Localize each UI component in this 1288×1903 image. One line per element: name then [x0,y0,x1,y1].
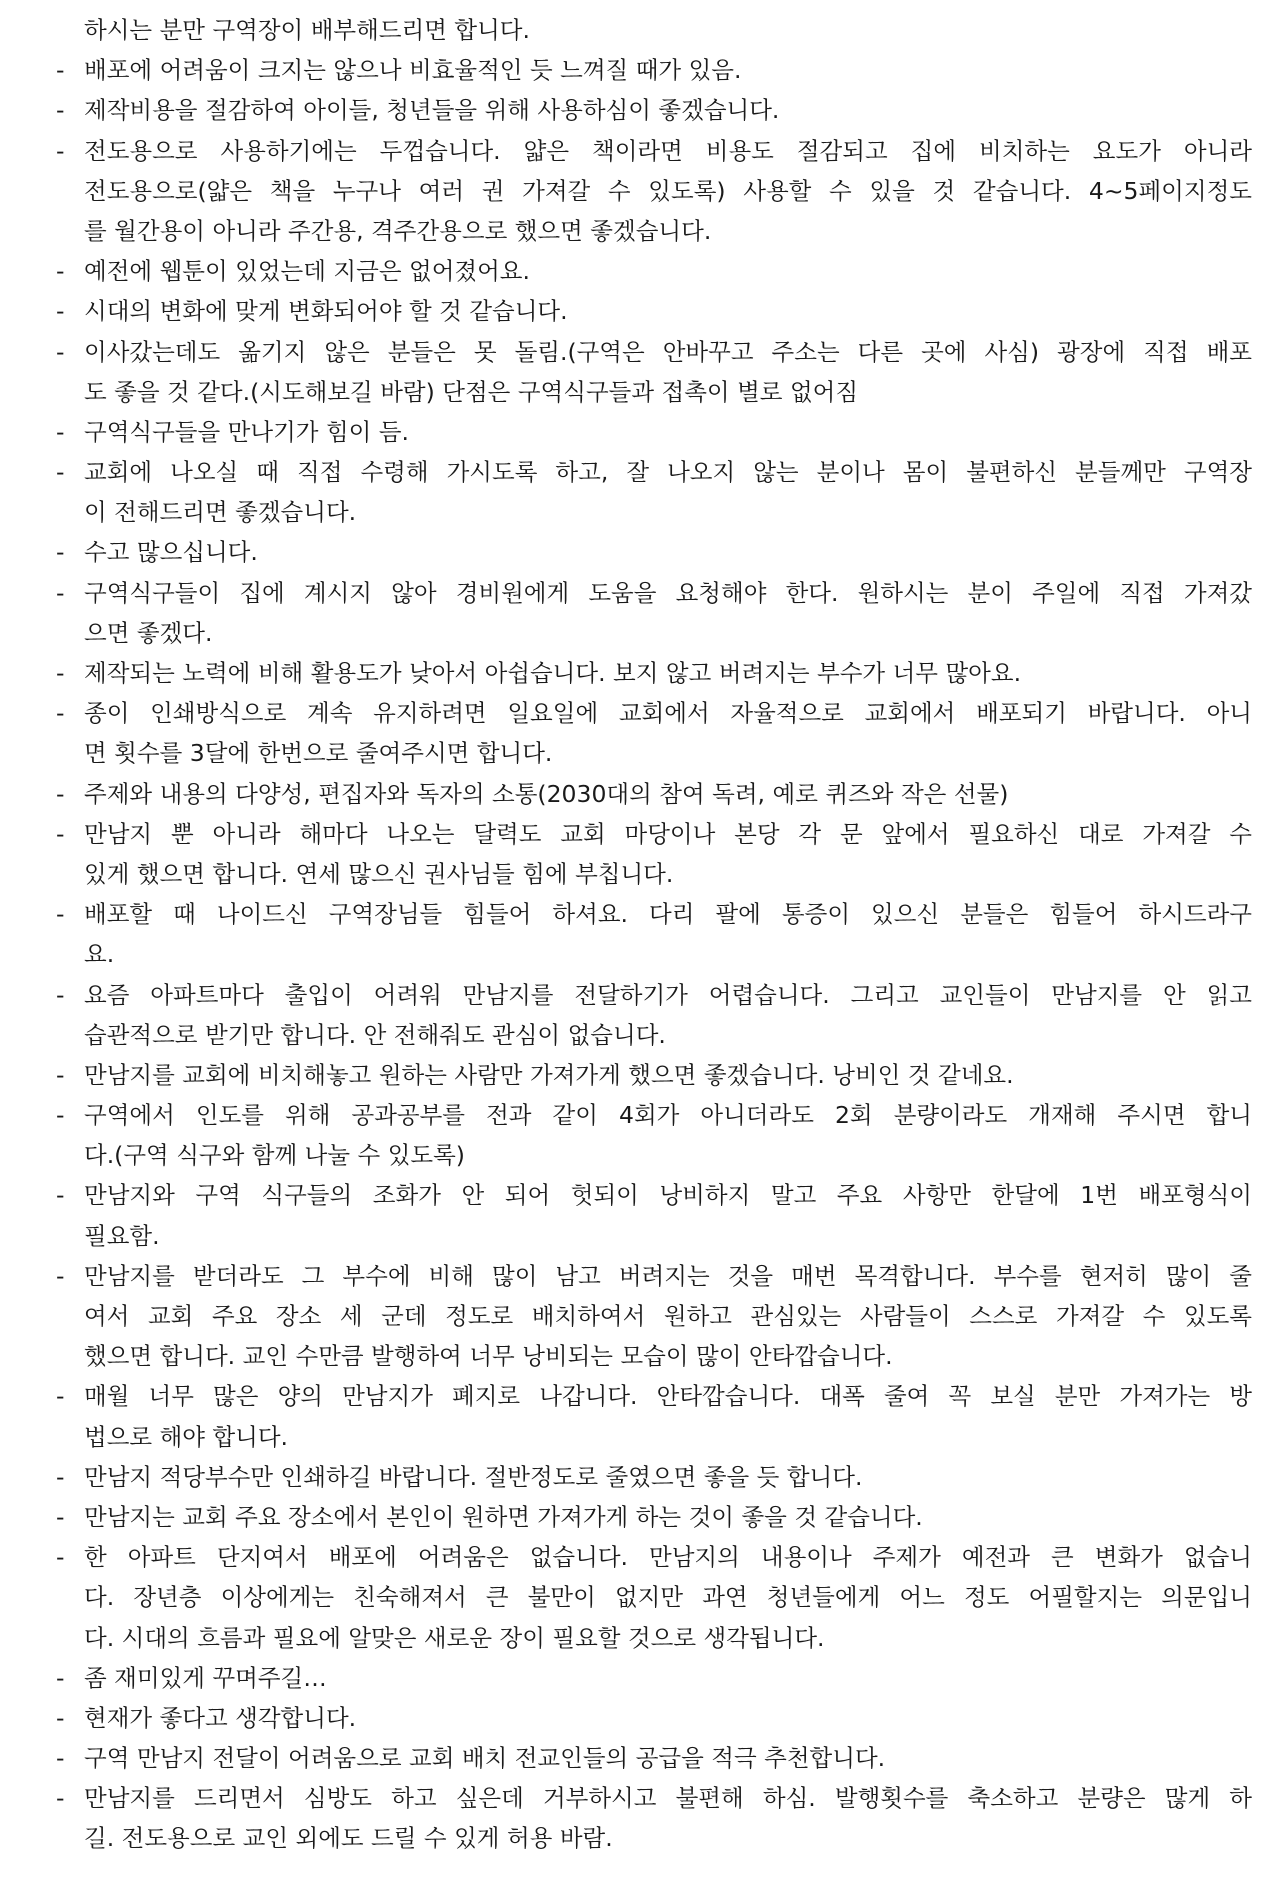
bullet-dash: - [56,1543,65,1572]
comment-text: 구역식구들이 집에 계시지 않아 경비원에게 도움을 요청해야 한다. 원하시는 분이 주일에 직접 가져갔 [84,578,1252,607]
comment-text: 수고 많으십니다. [84,538,258,567]
comment-text: 구역 만남지 전달이 어려움으로 교회 배치 전교인들의 공급을 적극 추천합니다. [84,1744,886,1773]
comment-item [56,894,1252,974]
comment-line [56,1497,1252,1537]
comment-line [56,1417,1252,1457]
bullet-dash: - [56,337,65,366]
comment-line [56,774,1252,814]
comment-text: 습관적으로 받기만 합니다. 안 전해줘도 관심이 없습니다. [84,1020,666,1049]
comment-text: 요즘 아파트마다 출입이 어려워 만남지를 전달하기가 어렵습니다. 그리고 교인들이 만남지를 안 읽고 [84,980,1252,1009]
comment-item [56,1376,1252,1456]
comment-text: 배포에 어려움이 크지는 않으나 비효율적인 듯 느껴질 때가 있음. [84,56,742,85]
comment-item [56,693,1252,773]
bullet-dash: - [56,1382,65,1411]
comment-item [56,814,1252,894]
comment-line [56,1457,1252,1497]
comment-line [56,452,1252,492]
comment-text: 다.(구역 식구와 함께 나눌 수 있도록) [84,1141,465,1170]
comment-text: 를 월간용이 아니라 주간용, 격주간용으로 했으면 좋겠습니다. [84,216,712,245]
comment-item [56,1658,1252,1698]
comment-line [56,1778,1252,1818]
comment-line [56,1135,1252,1175]
comment-item [56,653,1252,693]
comment-item [56,1095,1252,1175]
comment-line [56,1095,1252,1135]
comment-line [56,1336,1252,1376]
comment-text: 만남지 뿐 아니라 해마다 나오는 달력도 교회 마당이나 본당 각 문 앞에서 필요하신 대로 가져갈 수 [84,819,1252,848]
comment-line [56,1175,1252,1215]
bullet-dash: - [56,1784,65,1813]
comment-text: 현재가 좋다고 생각합니다. [84,1703,357,1732]
comment-item [56,975,1252,1055]
comment-text: 요. [84,940,115,969]
comment-line [56,1658,1252,1698]
comment-line [56,653,1252,693]
comment-text: 종이 인쇄방식으로 계속 유지하려면 일요일에 교회에서 자율적으로 교회에서 배포되기 바랍니다. 아니 [84,699,1252,728]
indent-spacer [56,613,84,653]
comment-item [56,573,1252,653]
bullet-dash: - [56,1181,65,1210]
comment-item [56,131,1252,252]
comment-item [56,90,1252,130]
comment-line [56,492,1252,532]
comment-text: 도 좋을 것 같다.(시도해보길 바람) 단점은 구역식구들과 접촉이 별로 없어짐 [84,377,859,406]
comment-text: 법으로 해야 합니다. [84,1422,289,1451]
bullet-dash: - [56,1101,65,1130]
comment-line [56,211,1252,251]
bullet-dash: - [56,297,65,326]
comment-line [56,1738,1252,1778]
comment-item [56,50,1252,90]
comment-line [56,1618,1252,1658]
comment-text: 다. 시대의 흐름과 필요에 알맞은 새로운 장이 필요할 것으로 생각됩니다. [84,1623,825,1652]
bullet-dash: - [56,779,65,808]
comment-item [56,1175,1252,1255]
comment-line [56,372,1252,412]
comment-text: 필요함. [84,1221,160,1250]
comment-text: 만남지를 교회에 비치해놓고 원하는 사람만 가져가게 했으면 좋겠습니다. 낭비인 것 같네요. [84,1060,1014,1089]
indent-spacer [56,1216,84,1256]
comment-line [56,814,1252,854]
bullet-dash: - [56,819,65,848]
bullet-dash: - [56,458,65,487]
indent-spacer [56,372,84,412]
indent-spacer [56,1618,84,1658]
indent-spacer [56,1015,84,1055]
comment-line [56,1055,1252,1095]
comment-text: 주제와 내용의 다양성, 편집자와 독자의 소통(2030대의 참여 독려, 예로 퀴즈와 작은 선물) [84,779,1009,808]
comment-line [56,613,1252,653]
indent-spacer [56,1417,84,1457]
comment-line [56,1577,1252,1617]
bullet-dash: - [56,1462,65,1491]
comment-item [56,251,1252,291]
comment-text: 만남지를 드리면서 심방도 하고 싶은데 거부하시고 불편해 하심. 발행횟수를 축소하고 분량은 많게 하 [84,1784,1252,1813]
comment-line [56,131,1252,171]
comment-text: 전도용으로(얇은 책을 누구나 여러 권 가져갈 수 있도록) 사용할 수 있을 것 같습니다. 4~5페이지정도 [84,176,1252,205]
comment-text: 했으면 합니다. 교인 수만큼 발행하여 너무 낭비되는 모습이 많이 안타깝습니다. [84,1342,893,1371]
indent-spacer [56,10,84,50]
comment-line [56,1537,1252,1577]
comment-text: 제작되는 노력에 비해 활용도가 낮아서 아쉽습니다. 보지 않고 버려지는 부수가 너무 많아요. [84,659,1022,687]
survey-comment-document [56,10,1252,1859]
bullet-dash: - [56,1744,65,1773]
comment-text: 여서 교회 주요 장소 세 군데 정도로 배치하여서 원하고 관심있는 사람들이 스스로 가져갈 수 있도록 [84,1302,1252,1330]
indent-spacer [56,854,84,894]
comment-line [56,1818,1252,1858]
comment-item [56,1738,1252,1778]
comment-item [56,1698,1252,1738]
comment-text: 이 전해드리면 좋겠습니다. [84,498,357,527]
comment-text: 제작비용을 절감하여 아이들, 청년들을 위해 사용하심이 좋겠습니다. [84,96,780,125]
comment-line [56,934,1252,974]
comment-line [56,1296,1252,1336]
comment-text: 만남지는 교회 주요 장소에서 본인이 원하면 가져가게 하는 것이 좋을 것 같습니다. [84,1502,923,1531]
comment-item [56,452,1252,532]
comment-text: 전도용으로 사용하기에는 두껍습니다. 얇은 책이라면 비용도 절감되고 집에 비치하는 요도가 아니라 [84,136,1252,165]
comment-line [56,1216,1252,1256]
comment-text: 배포할 때 나이드신 구역장님들 힘들어 하셔요. 다리 팔에 통증이 있으신 분들은 힘들어 하시드라구 [84,900,1252,929]
comment-text: 만남지와 구역 식구들의 조화가 안 되어 헛되이 낭비하지 말고 주요 사항만 한달에 1번 배포형식이 [84,1181,1252,1210]
comment-line [56,1698,1252,1738]
bullet-dash: - [56,1261,65,1290]
bullet-dash: - [56,417,65,446]
comment-text: 교회에 나오실 때 직접 수령해 가시도록 하고, 잘 나오지 않는 분이나 몸이 불편하신 분들께만 구역장 [84,458,1252,487]
comment-line [56,332,1252,372]
bullet-dash: - [56,1703,65,1732]
comment-text: 면 횟수를 3달에 한번으로 줄여주시면 합니다. [84,739,553,768]
comment-text: 매월 너무 많은 양의 만남지가 폐지로 나갑니다. 안타깝습니다. 대폭 줄여 꼭 보실 분만 가져가는 방 [84,1382,1252,1411]
comment-line [56,171,1252,211]
bullet-dash: - [56,136,65,165]
bullet-dash: - [56,56,65,85]
comment-item [56,412,1252,452]
comment-text: 시대의 변화에 맞게 변화되어야 할 것 같습니다. [84,297,568,326]
comment-line [56,894,1252,934]
indent-spacer [56,1296,84,1336]
indent-spacer [56,733,84,773]
comment-item [56,774,1252,814]
comment-line [56,50,1252,90]
bullet-dash: - [56,578,65,607]
comment-text: 만남지 적당부수만 인쇄하길 바랍니다. 절반정도로 줄였으면 좋을 듯 합니다. [84,1462,863,1491]
comment-line [56,975,1252,1015]
comment-item [56,532,1252,572]
bullet-dash: - [56,538,65,567]
comment-text: 이사갔는데도 옮기지 않은 분들은 못 돌림.(구역은 안바꾸고 주소는 다른 곳에 사심) 광장에 직접 배포 [84,337,1252,366]
bullet-dash: - [56,1502,65,1531]
comment-item [56,1497,1252,1537]
bullet-dash: - [56,659,65,687]
indent-spacer [56,1336,84,1376]
comment-line [56,532,1252,572]
comment-text: 길. 전도용으로 교인 외에도 드릴 수 있게 허용 바람. [84,1824,613,1853]
comment-text: 구역에서 인도를 위해 공과공부를 전과 같이 4회가 아니더라도 2회 분량이라도 개재해 주시면 합니 [84,1101,1252,1130]
indent-spacer [56,211,84,251]
bullet-dash: - [56,900,65,929]
bullet-dash: - [56,1060,65,1089]
comment-item [56,1778,1252,1858]
comment-line [56,1256,1252,1296]
continuation-line [56,10,1252,50]
continuation-text: 하시는 분만 구역장이 배부해드리면 합니다. [84,16,530,44]
comment-line [56,733,1252,773]
comment-text: 한 아파트 단지여서 배포에 어려움은 없습니다. 만남지의 내용이나 주제가 예전과 큰 변화가 없습니 [84,1543,1252,1572]
comment-text: 좀 재미있게 꾸며주길… [84,1663,327,1692]
comment-line [56,251,1252,291]
bullet-dash: - [56,699,65,728]
indent-spacer [56,171,84,211]
bullet-dash: - [56,257,65,286]
indent-spacer [56,492,84,532]
comment-text: 있게 했으면 합니다. 연세 많으신 권사님들 힘에 부칩니다. [84,859,674,888]
comment-line [56,1376,1252,1416]
comment-line [56,1015,1252,1055]
comment-line [56,854,1252,894]
indent-spacer [56,1135,84,1175]
comment-text: 구역식구들을 만나기가 힘이 듬. [84,417,409,446]
comment-text: 예전에 웹툰이 있었는데 지금은 없어졌어요. [84,257,530,286]
comment-item [56,332,1252,412]
bullet-dash: - [56,980,65,1009]
comment-item [56,1457,1252,1497]
comment-line [56,573,1252,613]
comment-item [56,1256,1252,1377]
indent-spacer [56,934,84,974]
comment-line [56,412,1252,452]
comment-line [56,693,1252,733]
indent-spacer [56,1818,84,1858]
indent-spacer [56,1577,84,1617]
comment-text: 으면 좋겠다. [84,618,213,647]
comment-item [56,1055,1252,1095]
comment-text: 다. 장년층 이상에게는 친숙해져서 큰 불만이 없지만 과연 청년들에게 어느 정도 어필할지는 의문입니 [84,1583,1252,1612]
comment-line [56,90,1252,130]
comment-item [56,1537,1252,1658]
comment-text: 만남지를 받더라도 그 부수에 비해 많이 남고 버려지는 것을 매번 목격합니다. 부수를 현저히 많이 줄 [84,1261,1252,1290]
comment-item [56,291,1252,331]
bullet-dash: - [56,1663,65,1692]
bullet-dash: - [56,96,65,125]
comment-line [56,291,1252,331]
